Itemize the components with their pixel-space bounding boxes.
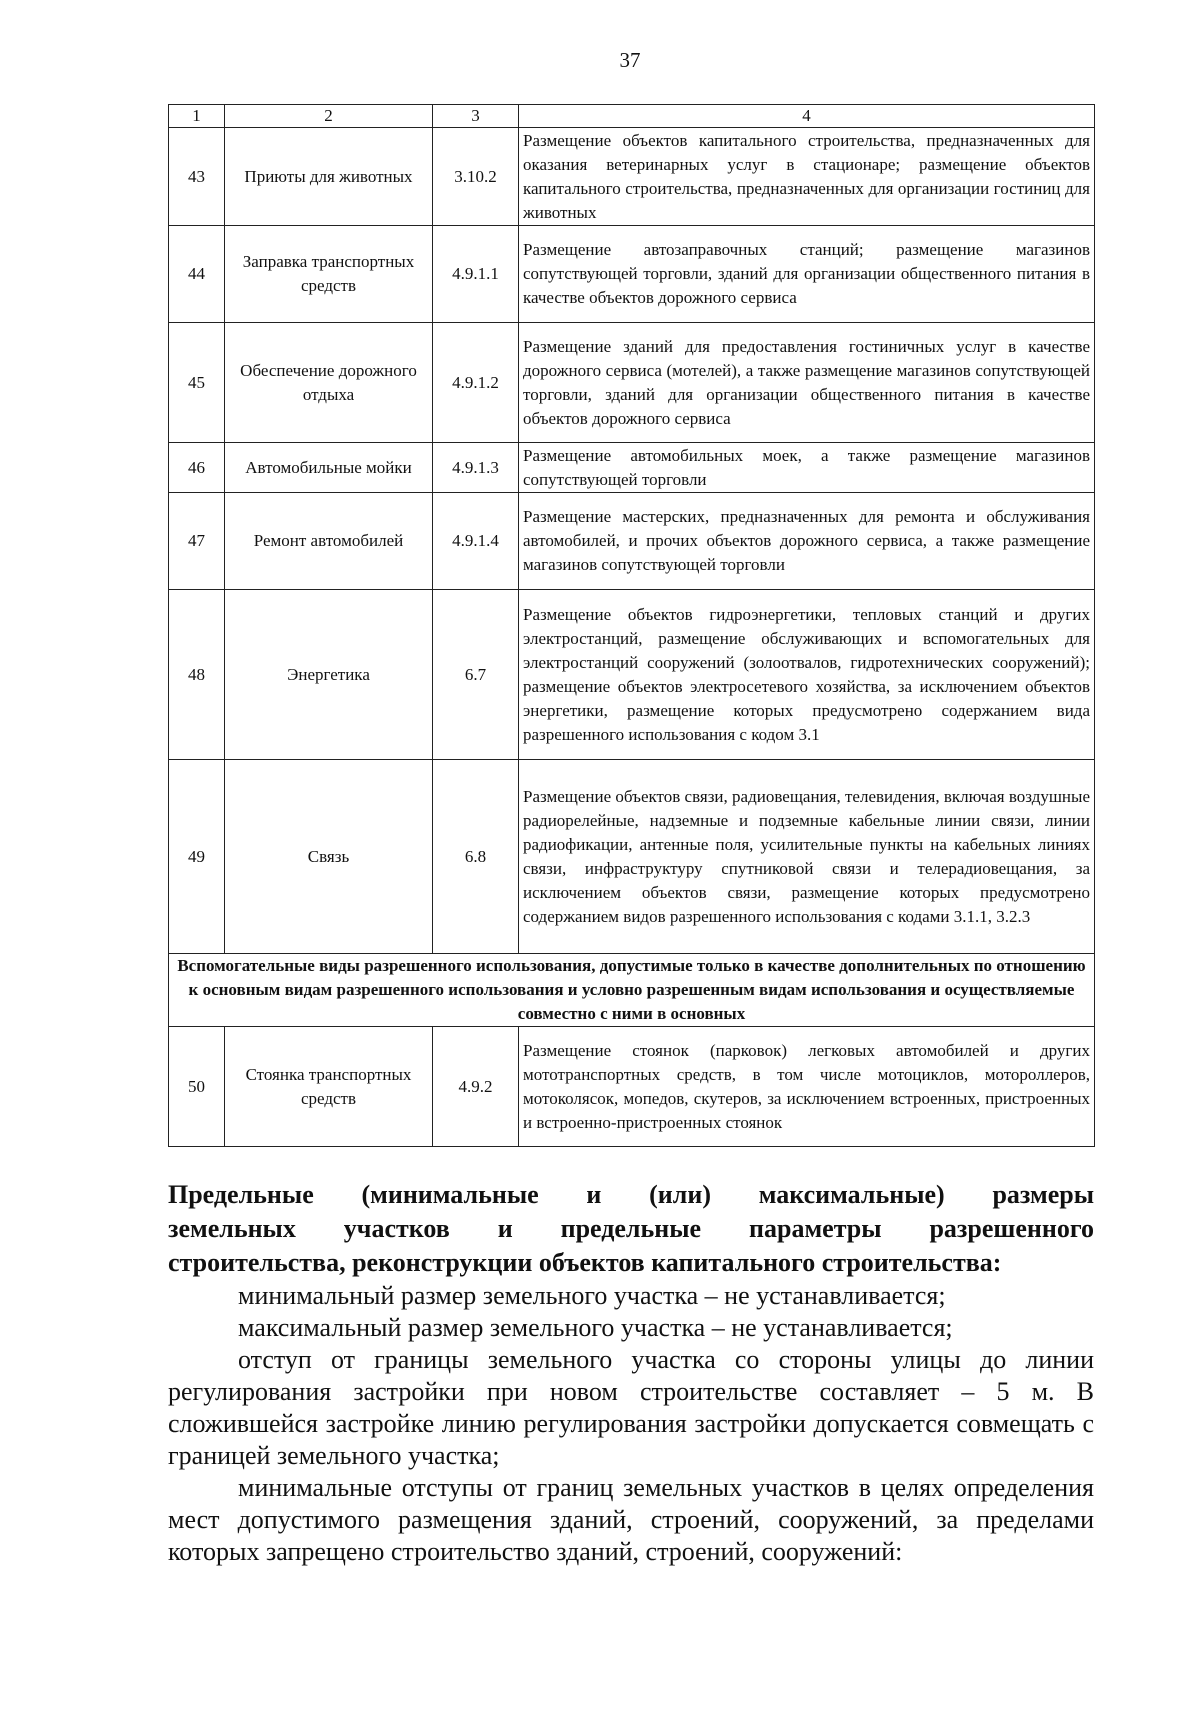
use-type-description: Размещение стоянок (парковок) легковых автомобилей и других мототранспортных средств, в том числе мотоциклов, мотороллеров, мотоколясок, мопедов, скутеров, за исключением встроенных, пристроенных и встроенно-пристроенных стоянок [519,1027,1095,1147]
use-type-description: Размещение автозаправочных станций; размещение магазинов сопутствующей торговли, зданий для организации общественного питания в качестве объектов дорожного сервиса [519,226,1095,323]
use-type-code: 3.10.2 [433,128,519,226]
use-type-name: Ремонт автомобилей [225,493,433,590]
row-number: 47 [169,493,225,590]
section-heading-row [169,954,1095,1027]
auxiliary-uses-heading: Вспомогательные виды разрешенного использования, допустимые только в качестве дополнительных по отношению к основным видам разрешенного использования и условно разрешенным видам использования и осуществляемые совместно с ними в основных [169,954,1095,1027]
row-number: 43 [169,128,225,226]
use-type-code: 4.9.1.3 [433,443,519,493]
row-number: 46 [169,443,225,493]
header-col-4: 4 [519,105,1095,128]
header-col-3: 3 [433,105,519,128]
min-setbacks-item: минимальные отступы от границ земельных участков в целях определения мест допустимого размещения зданий, строений, сооружений, за пределами которых запрещено строительство зданий, строений, сооружений: [168,1473,1094,1566]
use-type-code: 4.9.1.1 [433,226,519,323]
max-plot-size-item: максимальный размер земельного участка – не устанавливается; [238,1313,953,1342]
row-number: 45 [169,323,225,443]
page-number: 37 [619,48,641,72]
use-type-name: Обеспечение дорожного отдыха [225,323,433,443]
use-type-name: Заправка транспортных средств [225,226,433,323]
header-col-2: 2 [225,105,433,128]
use-type-description: Размещение зданий для предоставления гостиничных услуг в качестве дорожного сервиса (мотелей), а также размещение магазинов сопутствующей торговли, зданий для организации общественного питания в качестве объектов дорожного сервиса [519,323,1095,443]
street-setback-item: отступ от границы земельного участка со стороны улицы до линии регулирования застройки при новом строительстве составляет – 5 м. В сложившейся застройке линию регулирования застройки допускается совмещать с границей земельного участка; [168,1345,1094,1470]
use-type-name: Связь [225,760,433,954]
section-heading-line-3: строительства, реконструкции объектов капитального строительства: [168,1248,1002,1277]
use-type-description: Размещение мастерских, предназначенных для ремонта и обслуживания автомобилей, и прочих объектов дорожного сервиса, а также размещение магазинов сопутствующей торговли [519,493,1095,590]
use-type-code: 4.9.1.2 [433,323,519,443]
use-type-name: Приюты для животных [225,128,433,226]
table-row [169,760,1095,954]
table-row [169,443,1095,493]
use-type-name: Стоянка транспортных средств [225,1027,433,1147]
table-row [169,323,1095,443]
use-type-description: Размещение объектов связи, радиовещания, телевидения, включая воздушные радиорелейные, надземные и подземные кабельные линии связи, линии радиофикации, антенные поля, усилительные пункты на кабельных линиях связи, инфраструктуру спутниковой связи и телерадиовещания, за исключением объектов связи, размещение которых предусмотрено содержанием видов разрешенного использования с кодами 3.1.1, 3.2.3 [519,760,1095,954]
table-row [169,590,1095,760]
table-row [169,128,1095,226]
use-type-description: Размещение объектов гидроэнергетики, тепловых станций и других электростанций, размещение обслуживающих и вспомогательных для электростанций сооружений (золоотвалов, гидротехнических сооружений); размещение объектов электросетевого хозяйства, за исключением объектов энергетики, размещение которых предусмотрено содержанием вида разрешенного использования с кодом 3.1 [519,590,1095,760]
use-type-code: 4.9.2 [433,1027,519,1147]
table-row [169,1027,1095,1147]
use-type-name: Автомобильные мойки [225,443,433,493]
section-heading-line-1: Предельные (минимальные и (или) максимальные) размеры [168,1180,1094,1209]
header-col-1: 1 [169,105,225,128]
row-number: 48 [169,590,225,760]
min-plot-size-item: минимальный размер земельного участка – не устанавливается; [238,1281,946,1310]
use-type-name: Энергетика [225,590,433,760]
use-type-code: 4.9.1.4 [433,493,519,590]
use-type-code: 6.8 [433,760,519,954]
table-row [169,226,1095,323]
table-row [169,493,1095,590]
use-type-description: Размещение автомобильных моек, а также размещение магазинов сопутствующей торговли [519,443,1095,493]
use-type-code: 6.7 [433,590,519,760]
use-type-description: Размещение объектов капитального строительства, предназначенных для оказания ветеринарных услуг в стационаре; размещение объектов капитального строительства, предназначенных для организации гостиниц для животных [519,128,1095,226]
section-heading-line-2: земельных участков и предельные параметры разрешенного [168,1214,1094,1243]
row-number: 44 [169,226,225,323]
parameters-section [168,1178,1094,1568]
table-header-row [169,105,1095,128]
row-number: 50 [169,1027,225,1147]
land-use-table [168,104,1095,1147]
row-number: 49 [169,760,225,954]
